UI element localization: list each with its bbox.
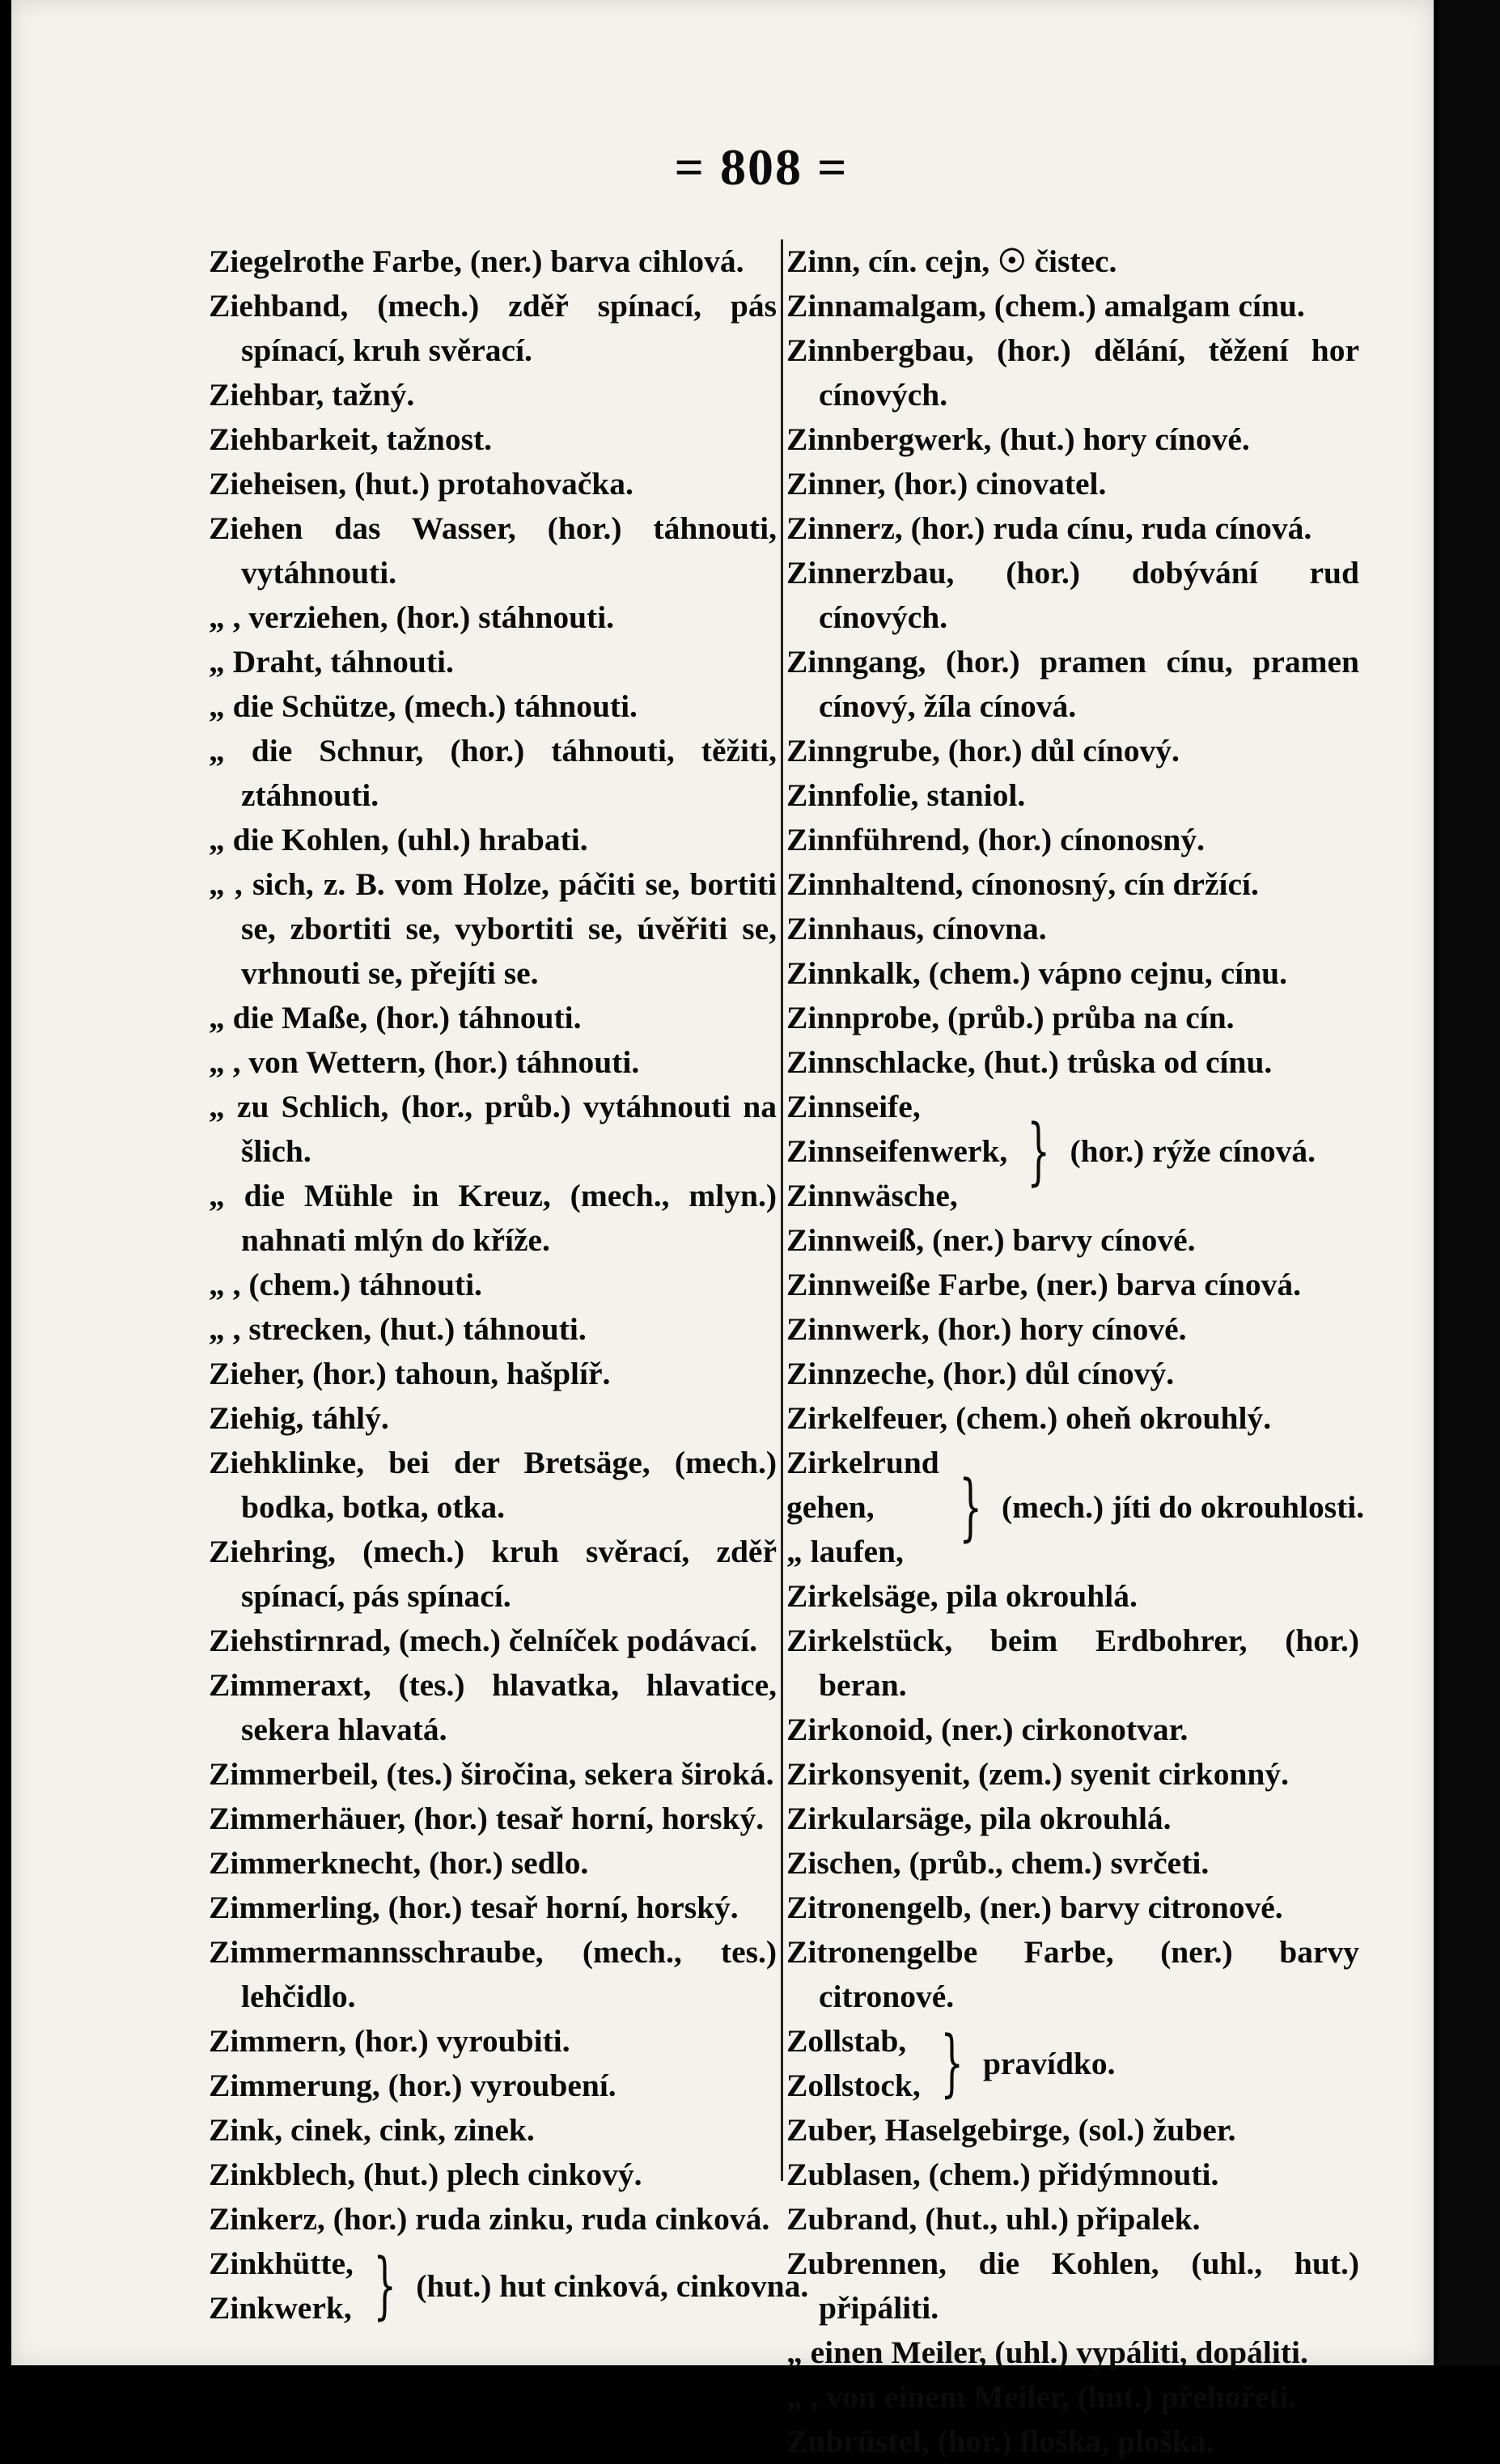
dictionary-entry: Zinnbergwerk, (hut.) hory cínové.	[786, 421, 1250, 457]
dictionary-entry: Zirkelsäge, pila okrouhlá.	[786, 1578, 1138, 1614]
dictionary-entry: Zubrand, (hut., uhl.) připalek.	[786, 2201, 1201, 2237]
dictionary-entry: „ , verziehen, (hor.) stáhnouti.	[209, 599, 615, 635]
bracketed-entry-group	[786, 1441, 1365, 1574]
headword: Zinnseifenwerk,	[786, 1133, 1008, 1169]
dictionary-entry: Ziegelrothe Farbe, (ner.) barva cihlová.	[209, 243, 744, 279]
dictionary-entry: Zinkerz, (hor.) ruda zinku, ruda cinková.	[209, 2201, 770, 2237]
headword: Zollstab,	[786, 2023, 907, 2059]
right-brace-glyph: }	[1027, 1108, 1051, 1194]
headword: Zinnseife,	[786, 1089, 921, 1124]
dictionary-entry: Zirkonoid, (ner.) cirkonotvar.	[786, 1712, 1189, 1747]
dictionary-entry: Zischen, (průb., chem.) svrčeti.	[786, 1845, 1210, 1881]
dictionary-entry: Zieher, (hor.) tahoun, hašplíř.	[209, 1356, 611, 1391]
dictionary-entry: Zimmerbeil, (tes.) širočina, sekera široká.	[209, 1756, 774, 1792]
dictionary-entry: Zimmerknecht, (hor.) sedlo.	[209, 1845, 589, 1881]
dictionary-entry: Zirkularsäge, pila okrouhlá.	[786, 1801, 1172, 1836]
dictionary-entry: Zinner, (hor.) cinovatel.	[786, 466, 1107, 502]
dictionary-entry: Zitronengelb, (ner.) barvy citronové.	[786, 1890, 1283, 1925]
dictionary-entry: „ die Schütze, (mech.) táhnouti.	[209, 688, 638, 724]
dictionary-entry: Zublasen, (chem.) přidýmnouti.	[786, 2157, 1219, 2192]
dictionary-entry: Zitronengelbe Farbe, (ner.) barvy citronové.	[786, 1934, 1359, 2014]
dictionary-page	[11, 0, 1434, 2459]
dictionary-entry: „ , sich, z. B. vom Holze, páčiti se, bortiti se, zbortiti se, vybortiti se, úvěřiti se, vrhnouti se, přejíti se.	[209, 866, 777, 991]
dictionary-entry: Ziehig, táhlý.	[209, 1400, 389, 1436]
dictionary-entry: Zubrüstel, (hor.) floška, ploška.	[786, 2424, 1214, 2459]
dictionary-entry: Zinnerzbau, (hor.) dobývání rud cínových.	[786, 555, 1359, 635]
dictionary-entry: Zinnbergbau, (hor.) dělání, těžení hor cínových.	[786, 332, 1359, 413]
left-column	[209, 239, 809, 2331]
headword: Zinkwerk,	[209, 2290, 352, 2326]
dictionary-entry: Ziehbar, tažný.	[209, 377, 415, 413]
dictionary-entry: Zinn, cín. cejn, ☉ čistec.	[786, 243, 1117, 279]
dictionary-entry: Zinnweiß, (ner.) barvy cínové.	[786, 1222, 1196, 1258]
dictionary-entry: „ , (chem.) táhnouti.	[209, 1267, 482, 1302]
dictionary-entry: Zinnhaus, cínovna.	[786, 911, 1047, 946]
dictionary-entry: Zimmermannsschraube, (mech., tes.) lehčidlo.	[209, 1934, 777, 2014]
headword: Zollstock,	[786, 2068, 921, 2103]
dictionary-entry: Zimmern, (hor.) vyroubiti.	[209, 2023, 570, 2059]
dictionary-entry: Zinnkalk, (chem.) vápno cejnu, cínu.	[786, 955, 1287, 991]
column-divider	[781, 239, 783, 2181]
dictionary-entry: Zimmerhäuer, (hor.) tesař horní, horský.	[209, 1801, 765, 1836]
dictionary-entry: Zinnschlacke, (hut.) trůska od cínu.	[786, 1044, 1273, 1080]
dictionary-entry: „ zu Schlich, (hor., průb.) vytáhnouti na šlich.	[209, 1089, 777, 1169]
dictionary-entry: Zinngrube, (hor.) důl cínový.	[786, 733, 1180, 768]
dictionary-entry: Ziehbarkeit, tažnost.	[209, 421, 493, 457]
dictionary-entry: „ , von einem Meiler, (hut.) přehořeti.	[786, 2379, 1297, 2415]
dictionary-entry: Zimmeraxt, (tes.) hlavatka, hlavatice, sekera hlavatá.	[209, 1667, 777, 1747]
dictionary-entry: Ziehen das Wasser, (hor.) táhnouti, vytáhnouti.	[209, 510, 777, 591]
bracketed-definition: (hut.) hut cinková, cinkovna.	[416, 2267, 809, 2304]
dictionary-entry: „ die Mühle in Kreuz, (mech., mlyn.) nahnati mlýn do kříže.	[209, 1178, 777, 1258]
bracketed-headwords	[786, 1441, 939, 1574]
dictionary-entry: „ einen Meiler, (uhl.) vypáliti, dopáliti.	[786, 2335, 1308, 2370]
bracketed-entry-group	[786, 2019, 1359, 2108]
dictionary-entry: Zuber, Haselgebirge, (sol.) žuber.	[786, 2112, 1236, 2148]
bracketed-definition: (mech.) jíti do okrouhlosti.	[1002, 1489, 1365, 1525]
bracketed-headwords	[786, 2019, 921, 2108]
dictionary-entry: Zinnprobe, (průb.) průba na cín.	[786, 1000, 1235, 1035]
dictionary-entry: Zimmerung, (hor.) vyroubení.	[209, 2068, 617, 2103]
dictionary-entry: Zinkblech, (hut.) plech cinkový.	[209, 2157, 642, 2192]
dictionary-entry: „ , strecken, (hut.) táhnouti.	[209, 1311, 587, 1347]
page-number: = 808 =	[674, 138, 849, 196]
headword: Zirkelrund gehen,	[786, 1445, 939, 1525]
dictionary-entry: „ Draht, táhnouti.	[209, 644, 454, 680]
bracketed-definition: pravídko.	[982, 2045, 1116, 2081]
bracketed-headwords	[209, 2242, 354, 2331]
dictionary-entry: „ , von Wettern, (hor.) táhnouti.	[209, 1044, 640, 1080]
dictionary-entry: „ die Maße, (hor.) táhnouti.	[209, 1000, 582, 1035]
dictionary-entry: Zink, cinek, cink, zinek.	[209, 2112, 535, 2148]
page-edge-shadow	[1439, 0, 1500, 2365]
headword: Zinkhütte,	[209, 2246, 354, 2281]
dictionary-entry: Zinnamalgam, (chem.) amalgam cínu.	[786, 288, 1305, 324]
dictionary-entry: Zinnhaltend, cínonosný, cín držící.	[786, 866, 1259, 902]
dictionary-entry: Zinnwerk, (hor.) hory cínové.	[786, 1311, 1187, 1347]
dictionary-entry: Zimmerling, (hor.) tesař horní, horský.	[209, 1890, 739, 1925]
dictionary-entry: „ die Kohlen, (uhl.) hrabati.	[209, 822, 588, 857]
bracketed-headwords	[786, 1085, 1007, 1218]
dictionary-entry: Zinnzeche, (hor.) důl cínový.	[786, 1356, 1175, 1391]
dictionary-entry: Zinnfolie, staniol.	[786, 777, 1026, 813]
bracketed-definition: (hor.) rýže cínová.	[1070, 1133, 1316, 1169]
dictionary-entry: „ die Schnur, (hor.) táhnouti, těžiti, ztáhnouti.	[209, 733, 777, 813]
dictionary-entry: Ziehklinke, bei der Bretsäge, (mech.) bodka, botka, otka.	[209, 1445, 777, 1525]
bracketed-entry-group	[209, 2242, 809, 2331]
dictionary-entry: Zinngang, (hor.) pramen cínu, pramen cínový, žíla cínová.	[786, 644, 1359, 724]
dictionary-entry: Zinnerz, (hor.) ruda cínu, ruda cínová.	[786, 510, 1312, 546]
headword: Zinnwäsche,	[786, 1178, 958, 1213]
dictionary-entry: Ziehstirnrad, (mech.) čelníček podávací.	[209, 1623, 758, 1658]
dictionary-entry: Ziehband, (mech.) zděř spínací, pás spínací, kruh svěrací.	[209, 288, 777, 368]
right-brace-glyph: }	[373, 2243, 396, 2328]
dictionary-entry: Zirkelstück, beim Erdbohrer, (hor.) beran.	[786, 1623, 1359, 1703]
dictionary-entry: Zubrennen, die Kohlen, (uhl., hut.) připáliti.	[786, 2246, 1359, 2326]
headword: „ laufen,	[786, 1534, 904, 1569]
dictionary-entry: Ziehring, (mech.) kruh svěrací, zděř spínací, pás spínací.	[209, 1534, 777, 1614]
dictionary-entry: Zieheisen, (hut.) protahovačka.	[209, 466, 633, 502]
right-brace-glyph: }	[959, 1464, 982, 1550]
dictionary-entry: Zirkelfeuer, (chem.) oheň okrouhlý.	[786, 1400, 1272, 1436]
right-column	[786, 239, 1365, 2464]
dictionary-entry: Zinnweiße Farbe, (ner.) barva cínová.	[786, 1267, 1302, 1302]
dictionary-entry: Zirkonsyenit, (zem.) syenit cirkonný.	[786, 1756, 1290, 1792]
bracketed-entry-group	[786, 1085, 1359, 1218]
dictionary-entry: Zinnführend, (hor.) cínonosný.	[786, 822, 1205, 857]
right-brace-glyph: }	[940, 2021, 964, 2106]
